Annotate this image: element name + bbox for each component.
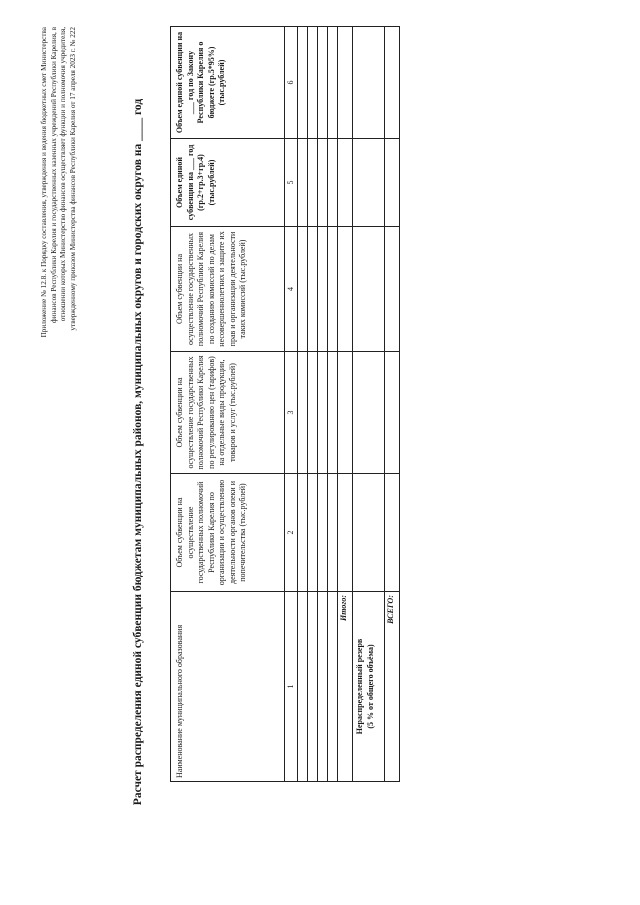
appendix-note-line: Приложение № 12.8. к Порядку составления, утверждения и ведения бюджетных смет Министерства xyxy=(40,27,48,338)
appendix-note-line: утвержденному приказом Министерства финансов Республики Карелия от 17 апреля 2023 г. № 222 xyxy=(68,27,77,331)
appendix-note-line: финансов Республики Карелия и государственных казенных учреждений Республики Карелия, в xyxy=(49,27,58,323)
table-cell xyxy=(328,474,338,592)
column-number: 6 xyxy=(285,27,298,139)
table-cell xyxy=(385,27,400,139)
table-cell xyxy=(308,352,318,474)
table-cell xyxy=(328,227,338,352)
table-cell xyxy=(308,474,318,592)
table-row xyxy=(328,27,338,782)
column-header: Наименование муниципального образования xyxy=(171,592,285,782)
column-header: Объем субвенции на осуществление государственных полномочий Республики Карелия по созданию комиссий по делам несовершеннолетних и защите их прав и организации деятельности таких комиссий (тыс.рублей) xyxy=(171,227,285,352)
column-number: 2 xyxy=(285,474,298,592)
table-cell xyxy=(338,352,353,474)
table-cell xyxy=(308,592,318,782)
reserve-label xyxy=(353,592,385,782)
table-cell xyxy=(318,352,328,474)
appendix-note-line: отношении которых Министерство финансов осуществляет функции и полномочия учредителя, xyxy=(59,27,67,322)
column-number: 4 xyxy=(285,227,298,352)
table-cell xyxy=(298,592,308,782)
table-cell xyxy=(318,592,328,782)
column-header: Объем субвенции на осуществление государственных полномочий Республики Карелия по организации и осуществлению деятельности органов опеки и попечительства (тыс.рублей) xyxy=(171,474,285,592)
total-row xyxy=(385,27,400,782)
table-cell xyxy=(308,139,318,227)
column-header: Объем единой субвенции на ___ год по Закону Республики Карелия о бюджете (гр.5*95%) (тыс.рублей) xyxy=(171,27,285,139)
column-number: 5 xyxy=(285,139,298,227)
table-cell xyxy=(328,139,338,227)
table-cell xyxy=(328,592,338,782)
reserve-label-line: Нераспределенный резерв xyxy=(355,638,364,735)
table-cell xyxy=(353,139,385,227)
table-cell xyxy=(298,139,308,227)
appendix-note xyxy=(40,27,78,427)
table-cell xyxy=(298,27,308,139)
table-cell xyxy=(385,474,400,592)
table-cell xyxy=(318,27,328,139)
table-cell xyxy=(328,27,338,139)
subtotal-label: Итого: xyxy=(338,592,353,782)
table-cell xyxy=(385,227,400,352)
table-cell xyxy=(353,352,385,474)
column-number: 1 xyxy=(285,592,298,782)
table-cell xyxy=(308,27,318,139)
table-cell xyxy=(328,352,338,474)
table-cell xyxy=(338,474,353,592)
table-cell xyxy=(318,474,328,592)
table-cell xyxy=(338,227,353,352)
column-number: 3 xyxy=(285,352,298,474)
table-header-row xyxy=(171,27,285,782)
table-row xyxy=(318,27,328,782)
table-cell xyxy=(298,352,308,474)
table-cell xyxy=(318,139,328,227)
table-cell xyxy=(298,227,308,352)
table-cell xyxy=(385,139,400,227)
reserve-row xyxy=(353,27,385,782)
table-cell xyxy=(338,139,353,227)
table-row xyxy=(298,27,308,782)
subvention-table xyxy=(170,26,400,782)
reserve-label-line: (5 % от общего объёма) xyxy=(365,644,375,729)
table-row xyxy=(308,27,318,782)
column-number-row xyxy=(285,27,298,782)
column-header: Объем единой субвенции на ___ год (гр.2+гр.3+гр.4) (тыс.рублей) xyxy=(171,139,285,227)
table-cell xyxy=(353,27,385,139)
table-cell xyxy=(308,227,318,352)
subtotal-row xyxy=(338,27,353,782)
table-cell xyxy=(298,474,308,592)
document-title: Расчет распределения единой субвенции бюджетам муниципальных районов, муниципальных округов и городских округов на ____ год xyxy=(132,98,144,806)
table-cell xyxy=(353,474,385,592)
table-cell xyxy=(318,227,328,352)
table-cell xyxy=(353,227,385,352)
table-cell xyxy=(385,352,400,474)
rotated-page xyxy=(20,27,620,877)
table-cell xyxy=(338,27,353,139)
total-label: ВСЕГО: xyxy=(385,592,400,782)
column-header: Объем субвенции на осуществление государственных полномочий Республики Карелия по регулированию цен (тарифов) на отдельные виды продукции, товаров и услуг (тыс.рублей) xyxy=(171,352,285,474)
